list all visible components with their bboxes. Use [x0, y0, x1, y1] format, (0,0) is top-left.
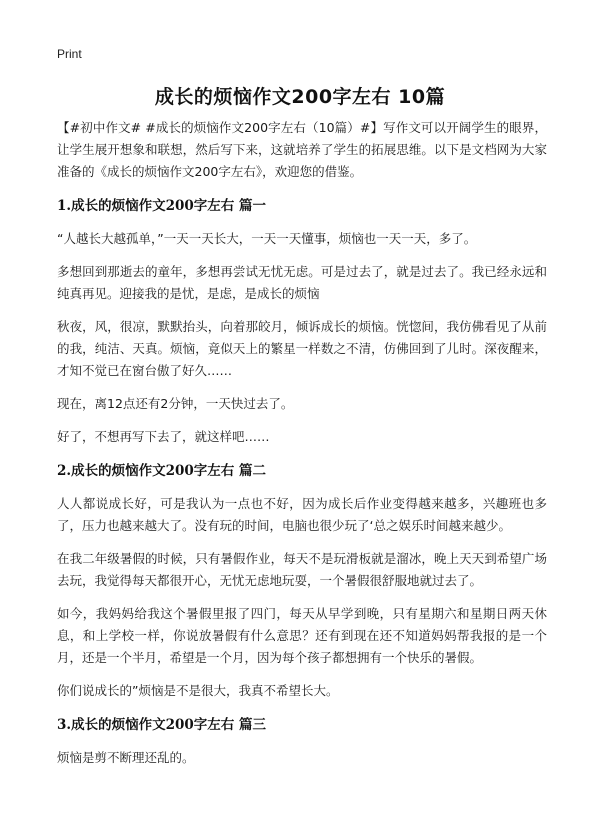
paragraph: 现在，离12点还有2分钟，一天快过去了。 — [57, 396, 294, 411]
document-body — [57, 117, 547, 780]
document-title: 成长的烦恼作文200字左右 10篇 — [154, 86, 446, 108]
paragraph: 烦恼是剪不断理还乱的。 — [57, 750, 195, 765]
paragraph: 你们说成长的”烦恼是不是很大，我真不希望长大。 — [57, 683, 339, 698]
section-heading: 1.成长的烦恼作文200字左右 篇一 — [57, 198, 266, 214]
paragraph: “人越长大越孤单，”一天一天长大，一天一天懂事，烦恼也一天一天，多了。 — [57, 231, 477, 246]
paragraph: 好了，不想再写下去了，就这样吧…… — [57, 429, 270, 444]
paragraph: 多想回到那逝去的童年，多想再尝试无忧无虑。可是过去了，就是过去了。我已经永远和纯真再见。迎接我的是忧，是虑，是成长的烦恼 — [57, 264, 547, 301]
section-heading: 2.成长的烦恼作文200字左右 篇二 — [57, 463, 266, 479]
section-heading: 3.成长的烦恼作文200字左右 篇三 — [57, 717, 266, 733]
paragraph: 秋夜，风，很凉，默默抬头，向着那皎月，倾诉成长的烦恼。恍惚间，我仿佛看见了从前的我，纯洁、天真。烦恼，竟似天上的繁星一样数之不清，仿佛回到了儿时。深夜醒来，才知不觉已在窗台傲了好久…… — [57, 319, 547, 378]
intro-paragraph: 【#初中作文# #成长的烦恼作文200字左右（10篇）#】写作文可以开阔学生的眼界，让学生展开想象和联想，然后写下来，这就培养了学生的拓展思维。以下是文档网为大家准备的《成长的烦恼作文200字左右》，欢迎您的借鉴。 — [57, 120, 547, 179]
paragraph: 如今，我妈妈给我这个暑假里报了四门，每天从早学到晚，只有星期六和星期日两天休息，和上学校一样，你说放暑假有什么意思？还有到现在还不知道妈妈帮我报的是一个月，还是一个半月，希望是一个月，因为每个孩子都想拥有一个快乐的暑假。 — [57, 606, 547, 665]
paragraph: 人人都说成长好，可是我认为一点也不好，因为成长后作业变得越来越多，兴趣班也多了，压力也越来越大了。没有玩的时间，电脑也很少玩了‘总之娱乐时间越来越少。 — [57, 496, 547, 533]
print-label: Print — [57, 47, 82, 61]
paragraph: 在我二年级暑假的时候，只有暑假作业，每天不是玩滑板就是溜冰，晚上天天到希望广场去玩，我觉得每天都很开心，无忧无虑地玩耍，一个暑假很舒服地就过去了。 — [57, 551, 547, 588]
